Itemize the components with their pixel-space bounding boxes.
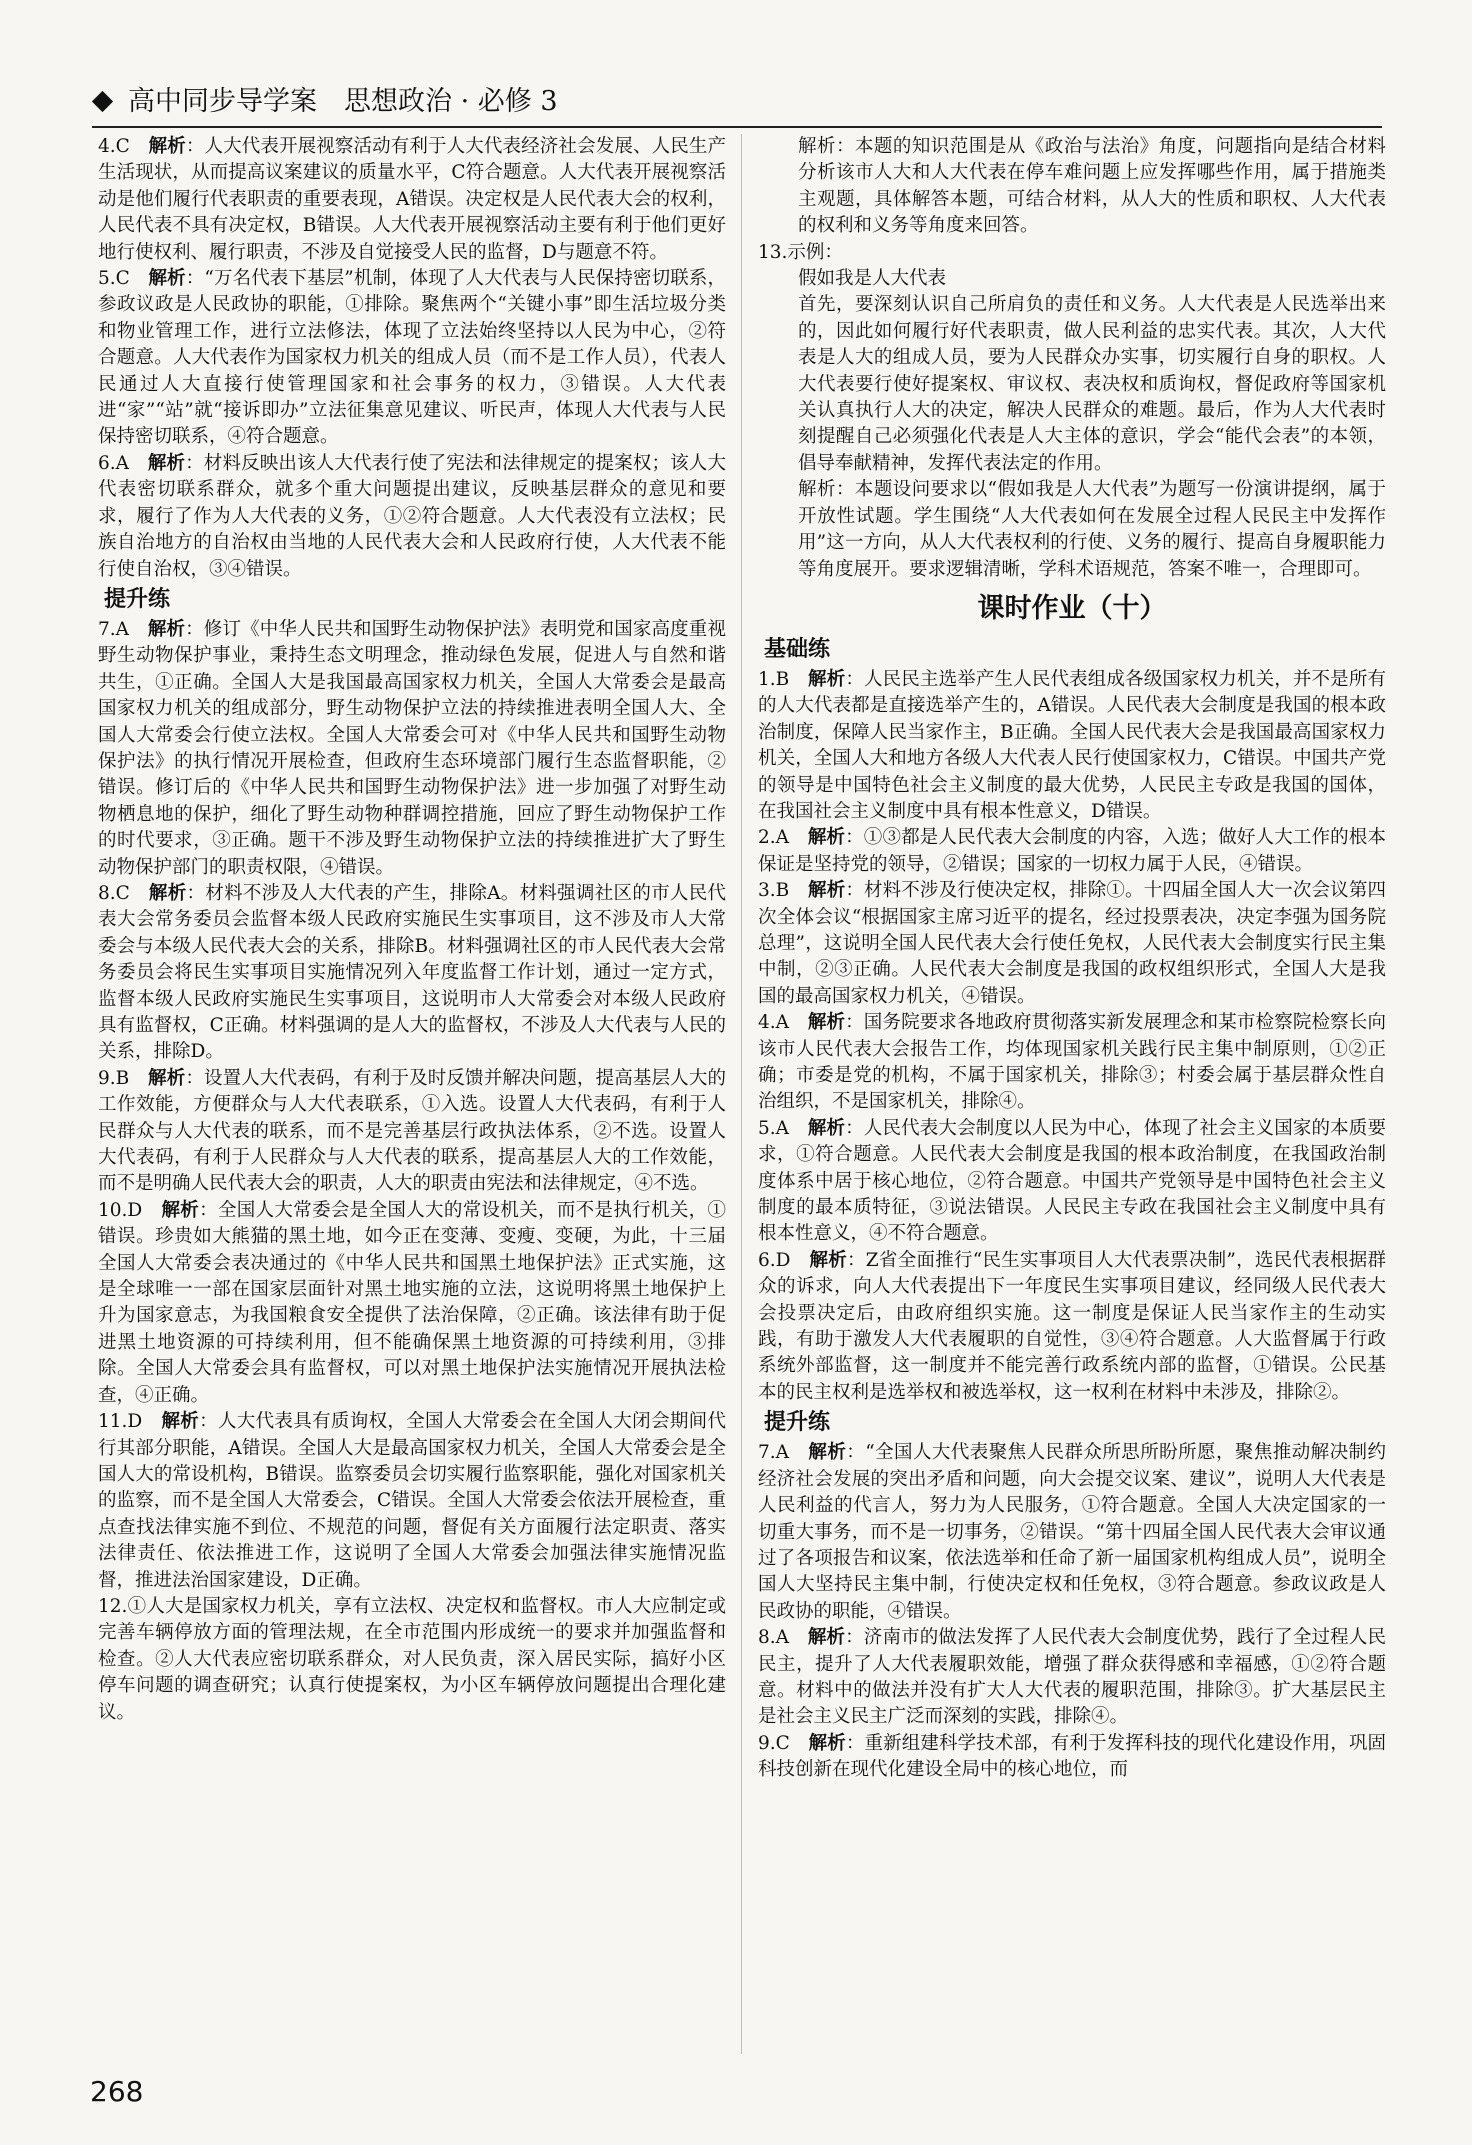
speech-title: 假如我是人大代表 [798, 268, 947, 290]
section-title: 课时作业（十） [977, 592, 1167, 624]
page-number: 268 [90, 2075, 144, 2108]
page-header [92, 82, 1382, 122]
answer-item: 9.C 解析：重新组建科学技术部，有利于发挥科技的现代化建设作用，巩固科技创新在现代化建设全局中的核心地位，而 [758, 1732, 1386, 1781]
left-column [98, 134, 726, 2054]
answer-item: 5.A 解析：人民代表大会制度以人民为中心，体现了社会主义国家的本质要求，①符合题意。人民代表大会制度是我国的根本政治制度，在我国政治制度体系中居于核心地位，②符合题意。中国共产党领导是中国特色社会主义制度的最本质特征，③说法错误。人民民主专政在我国社会主义制度中具有根本性意义，④不符合题意。 [758, 1117, 1386, 1245]
answer-item: 10.D 解析：全国人大常委会是全国人大的常设机关，而不是执行机关，①错误。珍贵如大熊猫的黑土地，如今正在变薄、变瘦、变硬，为此，十三届全国人大常委会表决通过的《中华人民共和国黑土地保护法》正式实施，这是全球唯一一部在国家层面针对黑土地实施的立法，这说明将黑土地保护上升为国家意志，为我国粮食安全提供了法治保障，②正确。该法律有助于促进黑土地资源的可持续利用，但不能确保黑土地资源的可持续利用，③排除。全国人大常委会具有监督权，可以对黑土地保护法实施情况开展执法检查，④正确。 [98, 1199, 726, 1406]
column-divider [741, 134, 742, 2054]
answer-item: 8.C 解析：材料不涉及人大代表的产生，排除A。材料强调社区的市人民代表大会常务委员会监督本级人民政府实施民生实事项目，这不涉及市人大常委会与本级人民代表大会的关系，排除B。材料强调社区的市人民代表大会常务委员会将民生实事项目实施情况列入年度监督工作计划，通过一定方式，监督本级人民政府实施民生实事项目，这说明市人大常委会对本级人民政府具有监督权，C正确。材料强调的是人大的监督权，不涉及人大代表与人民的关系，排除D。 [98, 882, 726, 1063]
answer-item: 4.C 解析：人大代表开展视察活动有利于人大代表经济社会发展、人民生产生活现状，从而提高议案建议的质量水平，C符合题意。人大代表开展视察活动是他们履行代表职责的重要表现，A错误。决定权是人民代表大会的权利，人民代表不具有决定权，B错误。人大代表开展视察活动主要有利于他们更好地行使权利、履行职责，不涉及自觉接受人民的监督，D与题意不符。 [98, 136, 726, 263]
answer-item: 1.B 解析：人民民主选举产生人民代表组成各级国家权力机关，并不是所有的人大代表都是直接选举产生的，A错误。人民代表大会制度是我国的根本政治制度，保障人民当家作主，B正确。全国人民代表大会是我国最高国家权力机关，全国人大和地方各级人大代表人民行使国家权力，C错误。中国共产党的领导是中国特色社会主义制度的最大优势，人民民主专政是我国的国体，在我国社会主义制度中具有根本性意义，D错误。 [758, 668, 1386, 822]
header-title: 高中同步导学案 思想政治 · 必修 3 [128, 86, 558, 117]
speech-body: 首先，要深刻认识自己所肩负的责任和义务。人大代表是人民选举出来的，因此如何履行好代表职责，做人民利益的忠实代表。其次，人大代表是人大的组成人员，要为人民群众办实事，切实履行自身的职权。人大代表要行使好提案权、审议权、表决权和质询权，督促政府等国家机关认真执行人大的决定，解决人民群众的难题。最后，作为人大代表时刻提醒自己必须强化代表是人大主体的意识，学会“能代会表”的本领，倡导奉献精神，发挥代表法定的作用。 [798, 294, 1386, 474]
answer-item: 8.A 解析：济南市的做法发挥了人民代表大会制度优势，践行了全过程人民民主，提升了人大代表履职效能，增强了群众获得感和幸福感，①②符合题意。材料中的做法并没有扩大人大代表的履职范围，排除③。扩大基层民主是社会主义民主广泛而深刻的实践，排除④。 [758, 1627, 1386, 1728]
answer-item: 9.B 解析：设置人大代表码，有利于及时反馈并解决问题，提高基层人大的工作效能，方便群众与人大代表联系，①入选。设置人大代表码，有利于人民群众与人大代表的联系，而不是完善基层行政执法体系，②不选。设置人大代表码，有利于人民群众与人大代表的联系，提高基层人大的工作效能，而不是明确人民代表大会的职责，人大的职责由宪法和法律规定，④不选。 [98, 1067, 726, 1195]
right-column [758, 134, 1386, 2054]
header-rule [92, 126, 1382, 128]
answer-item: 2.A 解析：①③都是人民代表大会制度的内容，入选；做好人大工作的根本保证是坚持党的领导，②错误；国家的一切权力属于人民，④错误。 [758, 827, 1386, 875]
subsection-heading: 提升练 [104, 586, 171, 612]
answer-item: 6.A 解析：材料反映出该人大代表行使了宪法和法律规定的提案权；该人大代表密切联系群众，就多个重大问题提出建议，反映基层群众的意见和要求，履行了作为人大代表的义务，①②符合题意。人大代表没有立法权；民族自治地方的自治权由当地的人民代表大会和人民政府行使，人大代表不能行使自治权，③④错误。 [98, 452, 726, 580]
answer-item: 7.A 解析：“全国人大代表聚焦人民群众所思所盼所愿，聚焦推动解决制约经济社会发展的突出矛盾和问题，向大会提交议案、建议”，说明人大代表是人民利益的代言人，努力为人民服务，①符合题意。全国人大决定国家的一切重大事务，而不是一切事务，②错误。“第十四届全国人民代表大会审议通过了各项报告和议案，依法选举和任命了新一届国家机构组成人员”，说明全国人大坚持民主集中制，行使决定权和任免权，③符合题意。参政议政是人民政协的职能，④错误。 [758, 1442, 1386, 1622]
subsection-heading: 基础练 [764, 636, 831, 662]
subsection-heading: 提升练 [764, 1410, 831, 1436]
diamond-icon [92, 91, 114, 113]
analysis-paragraph: 解析：本题设问要求以“假如我是人大代表”为题写一份演讲提纲，属于开放性试题。学生围绕“人大代表如何在发展全过程人民民主中发挥作用”这一方向，从人大代表权利的行使、义务的履行、提高自身履职能力等角度展开。要求逻辑清晰，学科术语规范，答案不唯一，合理即可。 [798, 479, 1386, 580]
answer-item: 11.D 解析：人大代表具有质询权，全国人大常委会在全国人大闭会期间代行其部分职能，A错误。全国人大是最高国家权力机关，全国人大常委会是全国人大的常设机构，B错误。监察委员会切实履行监察职能，强化对国家机关的监察，而不是全国人大常委会，C错误。全国人大常委会依法开展检查，重点查找法律实施不到位、不规范的问题，督促有关方面履行法定职责、落实法律责任、依法推进工作，这说明了全国人大常委会加强法律实施情况监督，推进法治国家建设，D正确。 [98, 1411, 726, 1591]
answer-item: 7.A 解析：修订《中华人民共和国野生动物保护法》表明党和国家高度重视野生动物保护事业，秉持生态文明理念，推动绿色发展，促进人与自然和谐共生，①正确。全国人大是我国最高国家权力机关，全国人大常委会是最高国家权力机关的组成部分，野生动物保护立法的持续推进表明全国人大、全国人大常委会行使立法权。全国人大常委会可对《中华人民共和国野生动物保护法》的执行情况开展检查，但政府生态环境部门履行生态监督职能，②错误。修订后的《中华人民共和国野生动物保护法》进一步加强了对野生动物栖息地的保护，细化了野生动物种群调控措施，回应了野生动物保护工作的时代要求，③正确。题干不涉及野生动物保护立法的持续推进扩大了野生动物保护部门的职责权限，④错误。 [98, 618, 726, 878]
answer-item: 12.①人大是国家权力机关，享有立法权、决定权和监督权。市人大应制定或完善车辆停放方面的管理法规，在全市范围内形成统一的要求并加强监督和检查。②人大代表应密切联系群众，对人民负责，深入居民实际，搞好小区停车问题的调查研究；认真行使提案权，为小区车辆停放问题提出合理化建议。 [98, 1595, 726, 1723]
answer-item: 5.C 解析：“万名代表下基层”机制，体现了人大代表与人民保持密切联系，参政议政是人民政协的职能，①排除。聚焦两个“关键小事”即生活垃圾分类和物业管理工作，进行立法修法，体现了立法始终坚持以人民为中心，②符合题意。人大代表作为国家权力机关的组成人员（而不是工作人员），代表人民通过人大直接行使管理国家和社会事务的权力，③错误。人大代表进“家”“站”就“接诉即办”立法征集意见建议、听民声，体现人大代表与人民保持密切联系，④符合题意。 [98, 268, 726, 448]
answer-item: 4.A 解析：国务院要求各地政府贯彻落实新发展理念和某市检察院检察长向该市人民代表大会报告工作，均体现国家机关践行民主集中制原则，①②正确；市委是党的机构，不属于国家机关，排除③；村委会属于基层群众性自治组织，不是国家机关，排除④。 [758, 1012, 1386, 1113]
answer-item: 3.B 解析：材料不涉及行使决定权，排除①。十四届全国人大一次会议第四次全体会议“根据国家主席习近平的提名，经过投票表决，决定李强为国务院总理”，这说明全国人民代表大会行使任免权，人民代表大会制度实行民主集中制，②③正确。人民代表大会制度是我国的政权组织形式，全国人大是我国的最高国家权力机关，④错误。 [758, 880, 1386, 1007]
answer-item: 6.D 解析：Z省全面推行“民生实事项目人大代表票决制”，选民代表根据群众的诉求，向人大代表提出下一年度民生实事项目建议，经同级人民代表大会投票决定后，由政府组织实施。这一制度是保证人民当家作主的生动实践，有助于激发人大代表履职的自觉性，③④符合题意。人大监督属于行政系统外部监督，这一制度并不能完善行政系统内部的监督，①错误。公民基本的民主权利是选举权和被选举权，这一权利在材料中未涉及，排除②。 [758, 1249, 1386, 1403]
analysis-paragraph: 解析：本题的知识范围是从《政治与法治》角度，问题指向是结合材料分析该市人大和人大代表在停车难问题上应发挥哪些作用，属于措施类主观题，具体解答本题，可结合材料，从人大的性质和职权、人大代表的权利和义务等角度来回答。 [798, 136, 1386, 237]
answer-item: 13.示例： [758, 241, 843, 263]
